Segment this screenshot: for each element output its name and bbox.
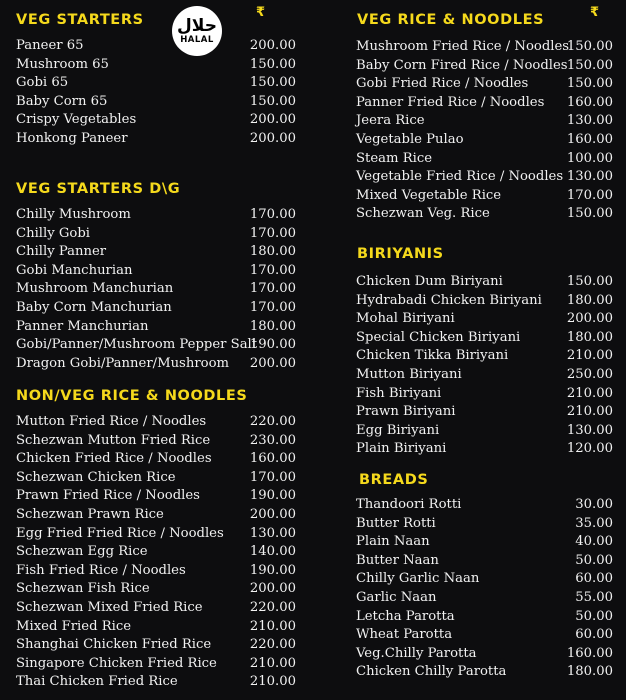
menu-item-name: Singapore Chicken Fried Rice (16, 655, 217, 671)
menu-item-price: 100.00 (566, 150, 613, 166)
menu-item-name: Baby Corn 65 (16, 93, 108, 109)
menu-item-name: Mushroom Manchurian (16, 281, 174, 297)
menu-item-price: 220.00 (249, 414, 296, 429)
menu-item (356, 310, 613, 329)
menu-item-price: 200.00 (249, 581, 296, 597)
menu-item-price: 210.00 (249, 674, 296, 690)
menu-item-name: Butter Naan (356, 552, 439, 568)
menu-item-price: 40.00 (575, 534, 613, 550)
menu-item (16, 280, 296, 299)
menu-item (356, 347, 613, 366)
section-title-veg-rice-noodles: VEG RICE & NOODLES (357, 12, 545, 28)
menu-item-price: 200.00 (249, 130, 296, 146)
section-list-breads (356, 496, 613, 682)
menu-item-price: 180.00 (566, 664, 613, 680)
menu-item (356, 187, 613, 206)
section-title-nonveg-rice-noodles: NON/VEG RICE & NOODLES (16, 388, 248, 404)
section-title-biriyanis: BIRIYANIS (357, 246, 444, 262)
menu-item-name: Crispy Vegetables (16, 112, 137, 128)
menu-item-price: 120.00 (566, 441, 613, 457)
menu-item (356, 496, 613, 515)
rupee-icon: ₹ (256, 5, 266, 20)
menu-item-price: 140.00 (249, 544, 296, 560)
menu-item-name: Chicken Tikka Biriyani (356, 348, 509, 364)
menu-item-price: 50.00 (575, 552, 613, 568)
menu-item (356, 205, 613, 224)
menu-item-name: Chicken Fried Rice / Noodles (16, 451, 212, 467)
menu-item-price: 150.00 (566, 39, 613, 54)
menu-item-price: 210.00 (566, 348, 613, 364)
menu-item-name: Chicken Chilly Parotta (356, 664, 507, 680)
menu-item-name: Mushroom 65 (16, 56, 109, 72)
menu-item-name: Gobi 65 (16, 75, 69, 91)
menu-item-name: Mutton Fried Rice / Noodles (16, 414, 207, 429)
menu-item-name: Egg Fried Fried Rice / Noodles (16, 525, 224, 541)
menu-item (16, 74, 296, 93)
menu-item (356, 329, 613, 348)
menu-item (356, 38, 613, 57)
menu-item-name: Vegetable Fried Rice / Noodles (356, 169, 564, 185)
menu-item-name: Garlic Naan (356, 589, 437, 605)
menu-item (356, 570, 613, 589)
menu-item (16, 299, 296, 318)
menu-item-name: Baby Corn Fired Rice / Noodles (356, 57, 568, 73)
section-list-biriyanis (356, 273, 613, 459)
menu-item-name: Egg Biriyani (356, 422, 440, 438)
menu-item-price: 200.00 (249, 355, 296, 371)
menu-item (16, 599, 296, 618)
menu-item-price: 160.00 (566, 131, 613, 147)
menu-item-price: 190.00 (249, 562, 296, 578)
menu-item-name: Schezwan Mutton Fried Rice (16, 432, 211, 448)
menu-item-price: 180.00 (566, 329, 613, 345)
menu-item-price: 200.00 (566, 311, 613, 327)
menu-item (16, 355, 296, 374)
menu-item (16, 506, 296, 525)
section-title-veg-starters-dg: VEG STARTERS D\G (16, 181, 181, 197)
rupee-icon: ₹ (590, 5, 600, 20)
menu-item-name: Plain Naan (356, 534, 430, 550)
menu-item (16, 336, 296, 355)
menu-item-price: 220.00 (249, 637, 296, 653)
menu-item-name: Schezwan Egg Rice (16, 544, 148, 560)
menu-item (16, 487, 296, 506)
menu-item-price: 210.00 (566, 385, 613, 401)
menu-item-name: Gobi Fried Rice / Noodles (356, 76, 529, 92)
menu-item (16, 262, 296, 281)
menu-item-name: Plain Biriyani (356, 441, 447, 457)
menu-item-price: 60.00 (575, 627, 613, 643)
menu-item-name: Paneer 65 (16, 38, 84, 53)
menu-item (356, 168, 613, 187)
menu-item (356, 366, 613, 385)
menu-item (356, 75, 613, 94)
menu-item-name: Schezwan Chicken Rice (16, 469, 176, 485)
menu-item-price: 250.00 (566, 366, 613, 382)
menu-item (356, 645, 613, 664)
menu-item-price: 210.00 (249, 618, 296, 634)
menu-item-name: Veg.Chilly Parotta (356, 645, 477, 661)
menu-item-price: 170.00 (249, 225, 296, 241)
menu-item (16, 562, 296, 581)
menu-item-name: Prawn Biriyani (356, 404, 456, 420)
menu-item (16, 225, 296, 244)
section-list-nonveg-rice-noodles (16, 413, 296, 692)
menu-item-price: 170.00 (249, 469, 296, 485)
menu-item-price: 50.00 (575, 608, 613, 624)
menu-item-name: Panner Manchurian (16, 318, 149, 334)
menu-item-name: Butter Rotti (356, 515, 436, 531)
menu-item-price: 35.00 (575, 515, 613, 531)
menu-item-price: 160.00 (566, 645, 613, 661)
menu-item-price: 150.00 (566, 206, 613, 222)
menu-item-price: 180.00 (566, 292, 613, 308)
menu-item (16, 56, 296, 75)
menu-item (356, 608, 613, 627)
menu-item-name: Mixed Fried Rice (16, 618, 132, 634)
menu-item-price: 130.00 (566, 113, 613, 129)
menu-item (16, 206, 296, 225)
menu-item-name: Mixed Vegetable Rice (356, 187, 502, 203)
menu-item (356, 131, 613, 150)
menu-item (16, 525, 296, 544)
menu-item-price: 170.00 (249, 281, 296, 297)
menu-item-price: 180.00 (249, 244, 296, 260)
menu-item (16, 432, 296, 451)
menu-item-name: Schezwan Fish Rice (16, 581, 150, 597)
menu-item-price: 130.00 (566, 422, 613, 438)
menu-item-price: 150.00 (249, 93, 296, 109)
menu-item (16, 111, 296, 130)
menu-item-price: 220.00 (249, 599, 296, 615)
menu-item-price: 60.00 (575, 571, 613, 587)
menu-item-name: Steam Rice (356, 150, 433, 166)
menu-item (16, 130, 296, 149)
menu-item-price: 160.00 (249, 451, 296, 467)
menu-item-name: Panner Fried Rice / Noodles (356, 94, 545, 110)
menu-item (356, 663, 613, 682)
menu-item-name: Gobi Manchurian (16, 262, 133, 278)
menu-item (356, 515, 613, 534)
menu-item-price: 210.00 (249, 655, 296, 671)
menu-item-price: 170.00 (566, 187, 613, 203)
menu-item (16, 469, 296, 488)
menu-item-name: Baby Corn Manchurian (16, 299, 172, 315)
menu-item (356, 626, 613, 645)
menu-item-name: Wheat Parotta (356, 627, 453, 643)
menu-item-price: 55.00 (575, 589, 613, 605)
menu-item-name: Thandoori Rotti (356, 497, 462, 512)
menu-item (356, 422, 613, 441)
menu-item (16, 413, 296, 432)
menu-item (16, 318, 296, 337)
menu-item-price: 150.00 (249, 56, 296, 72)
menu-item-name: Chilly Panner (16, 244, 107, 260)
menu-item-price: 30.00 (575, 497, 613, 512)
halal-logo-arabic: حلال (177, 16, 217, 36)
menu-item-name: Vegetable Pulao (356, 131, 464, 147)
menu-item (16, 543, 296, 562)
section-list-veg-starters-dg (16, 206, 296, 373)
menu-item-name: Letcha Parotta (356, 608, 455, 624)
menu-item-name: Schezwan Mixed Fried Rice (16, 599, 203, 615)
menu-item-price: 200.00 (249, 112, 296, 128)
menu-item-name: Honkong Paneer (16, 130, 128, 146)
halal-logo-label: HALAL (180, 35, 214, 45)
menu-item (16, 450, 296, 469)
menu-item (356, 385, 613, 404)
menu-item (16, 673, 296, 692)
menu-item-name: Prawn Fried Rice / Noodles (16, 488, 200, 504)
menu-item-name: Chicken Dum Biriyani (356, 274, 503, 289)
menu-item-price: 150.00 (566, 76, 613, 92)
menu-item (356, 57, 613, 76)
menu-item-name: Jeera Rice (356, 113, 425, 129)
menu-item-price: 170.00 (249, 299, 296, 315)
menu-item (356, 94, 613, 113)
menu-item-price: 150.00 (566, 274, 613, 289)
section-title-breads: BREADS (359, 472, 429, 488)
menu-item-price: 150.00 (566, 57, 613, 73)
section-title-veg-starters: VEG STARTERS (16, 12, 144, 28)
menu-item-price: 130.00 (566, 169, 613, 185)
menu-item-name: Chilly Gobi (16, 225, 91, 241)
menu-item (356, 440, 613, 459)
menu-item (356, 589, 613, 608)
menu-item (356, 292, 613, 311)
menu-item-name: Special Chicken Biriyani (356, 329, 521, 345)
menu-item (356, 403, 613, 422)
menu-item-name: Mohal Biriyani (356, 311, 455, 327)
menu-item-name: Chilly Mushroom (16, 207, 131, 222)
menu-item (16, 37, 296, 56)
menu-item-name: Schezwan Prawn Rice (16, 506, 164, 522)
menu-item-price: 170.00 (249, 207, 296, 222)
menu-item-price: 190.00 (249, 337, 296, 353)
menu-item-price: 200.00 (249, 506, 296, 522)
menu-item-price: 170.00 (249, 262, 296, 278)
menu-item (16, 655, 296, 674)
menu-item-price: 180.00 (249, 318, 296, 334)
menu-item-price: 130.00 (249, 525, 296, 541)
menu-item-name: Schezwan Veg. Rice (356, 206, 490, 222)
menu-item-price: 210.00 (566, 404, 613, 420)
menu-item (356, 552, 613, 571)
menu-item (16, 580, 296, 599)
section-list-veg-rice-noodles (356, 38, 613, 224)
menu-item-name: Shanghai Chicken Fried Rice (16, 637, 212, 653)
menu-item-name: Fish Biriyani (356, 385, 442, 401)
menu-item-name: Mushroom Fried Rice / Noodles (356, 39, 570, 54)
menu-item-price: 230.00 (249, 432, 296, 448)
menu-item (356, 150, 613, 169)
menu-item-name: Hydrabadi Chicken Biriyani (356, 292, 542, 308)
menu-item-price: 200.00 (249, 38, 296, 53)
menu-item-name: Dragon Gobi/Panner/Mushroom (16, 355, 230, 371)
menu-item (356, 533, 613, 552)
menu-item-name: Chilly Garlic Naan (356, 571, 480, 587)
menu-item-name: Mutton Biriyani (356, 366, 462, 382)
menu-item (16, 618, 296, 637)
menu-item (356, 273, 613, 292)
menu-item (16, 636, 296, 655)
menu-item (16, 243, 296, 262)
menu-item-name: Gobi/Panner/Mushroom Pepper Salt (16, 337, 258, 353)
menu-item-name: Thai Chicken Fried Rice (16, 674, 178, 690)
menu-item-price: 190.00 (249, 488, 296, 504)
menu-item (16, 93, 296, 112)
menu-item (356, 112, 613, 131)
menu-item-price: 160.00 (566, 94, 613, 110)
menu-item-name: Fish Fried Rice / Noodles (16, 562, 186, 578)
menu-item-price: 150.00 (249, 75, 296, 91)
section-list-veg-starters (16, 37, 296, 149)
